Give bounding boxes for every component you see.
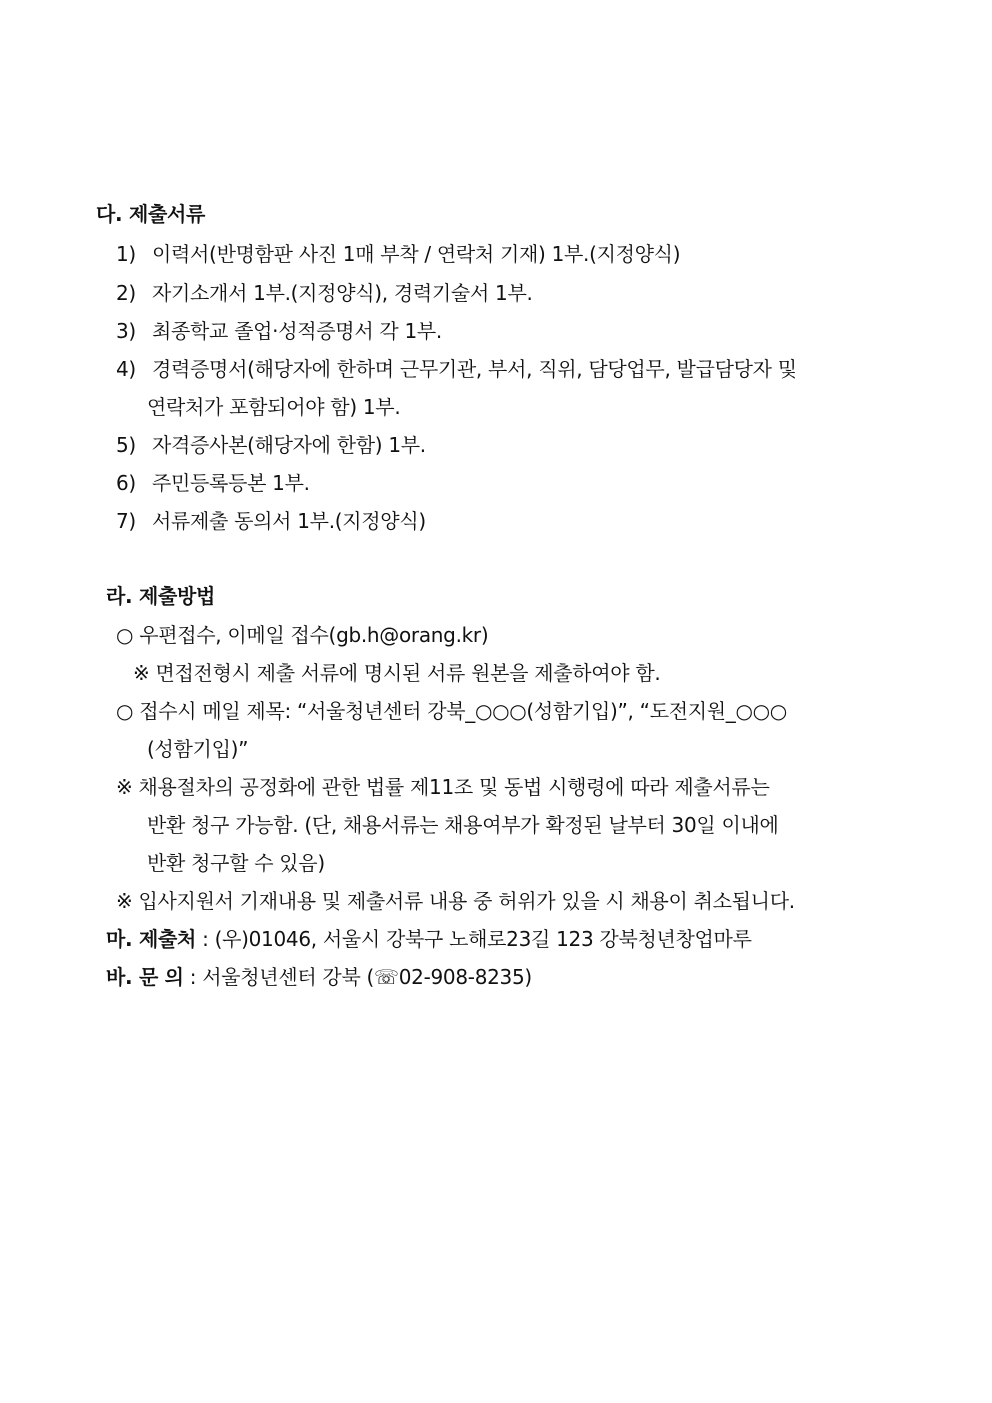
list-item-number: 4) (116, 357, 136, 381)
list-item-text: 경력증명서(해당자에 한하며 근무기관, 부서, 직위, 담당업무, 발급담당자 및 (152, 357, 797, 381)
list-item (116, 279, 533, 307)
list-item-text: 최종학교 졸업·성적증명서 각 1부. (152, 319, 442, 343)
separator: : (196, 927, 215, 951)
list-item-text: 주민등록등본 1부. (152, 471, 310, 495)
list-item (116, 317, 442, 345)
list-item-number: 2) (116, 281, 136, 305)
list-item-text: 자격증사본(해당자에 한함) 1부. (152, 433, 426, 457)
submission-place-address: (우)01046, 서울시 강북구 노해로23길 123 강북청년창업마루 (214, 927, 752, 951)
list-item-number: 6) (116, 471, 136, 495)
section-ra-heading: 라. 제출방법 (106, 584, 216, 608)
list-item (116, 431, 426, 459)
contact-label: 바. 문 의 (106, 965, 184, 989)
list-item-text: 이력서(반명함판 사진 1매 부착 / 연락처 기재) 1부.(지정양식) (152, 242, 681, 266)
method-note-continuation: 반환 청구할 수 있음) (147, 851, 325, 875)
list-item (116, 355, 797, 383)
list-item-number: 5) (116, 433, 136, 457)
separator: : (183, 965, 203, 989)
list-item-number: 7) (116, 509, 136, 533)
contact-info (106, 963, 532, 991)
method-note: ※ 채용절차의 공정화에 관한 법률 제11조 및 동법 시행령에 따라 제출서류는 (116, 775, 770, 799)
contact-text: 서울청년센터 강북 (☏02-908-8235) (202, 965, 532, 989)
list-item (116, 469, 310, 497)
method-note: ※ 입사지원서 기재내용 및 제출서류 내용 중 허위가 있을 시 채용이 취소됩니다. (116, 889, 795, 913)
submission-place (106, 925, 752, 953)
method-line: ○ 우편접수, 이메일 접수(gb.h@orang.kr) (116, 623, 489, 647)
list-item (116, 507, 426, 535)
method-line: ○ 접수시 메일 제목: “서울청년센터 강북_○○○(성함기입)”, “도전지원_○○○ (116, 699, 787, 723)
section-da-heading: 다. 제출서류 (96, 202, 206, 226)
submission-place-label: 마. 제출처 (106, 927, 197, 951)
list-item (116, 240, 680, 268)
list-item-continuation: 연락처가 포함되어야 함) 1부. (147, 395, 401, 419)
list-item-text: 자기소개서 1부.(지정양식), 경력기술서 1부. (152, 281, 533, 305)
list-item-number: 3) (116, 319, 136, 343)
list-item-text: 서류제출 동의서 1부.(지정양식) (152, 509, 426, 533)
method-note-continuation: 반환 청구 가능함. (단, 채용서류는 채용여부가 확정된 날부터 30일 이내에 (147, 813, 779, 837)
list-item-number: 1) (116, 242, 136, 266)
method-note: ※ 면접전형시 제출 서류에 명시된 서류 원본을 제출하여야 함. (133, 661, 661, 685)
method-line-continuation: (성함기입)” (147, 737, 249, 761)
